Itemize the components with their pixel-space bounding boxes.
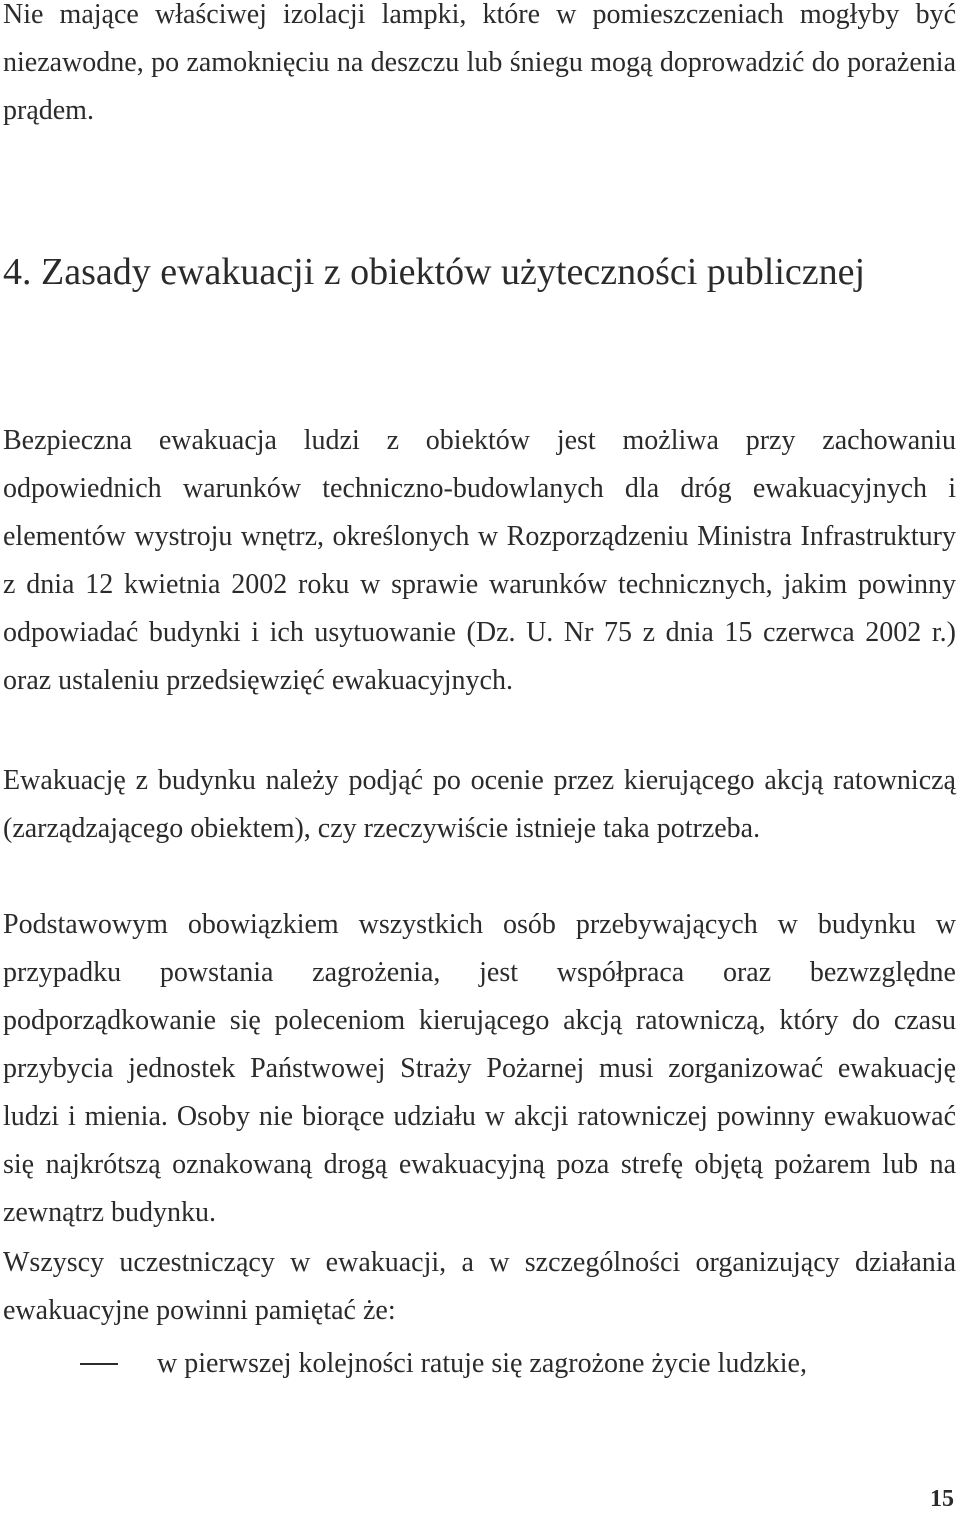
list-item-text: w pierwszej kolejności ratuje się zagrożone życie ludzkie, (157, 1348, 807, 1379)
body-paragraph: Bezpieczna ewakuacja ludzi z obiektów jest możliwa przy zachowaniu odpowiednich warunków techniczno-budowlanych dla dróg ewakuacyjnych i elementów wystroju wnętrz, określonych w Rozporządzeniu Ministra Infrastruktury z dnia 12 kwietnia 2002 roku w sprawie warunków technicznych, jakim powinny odpowiadać budynki i ich usytuowanie (Dz. U. Nr 75 z dnia 15 czerwca 2002 r.) oraz ustaleniu przedsięwzięć ewakuacyjnych. (3, 425, 956, 696)
dash-bullet-icon (80, 1363, 118, 1365)
list-item (0, 1340, 960, 1388)
page-number: 15 (930, 1486, 954, 1512)
body-paragraph: Wszyscy uczestniczący w ewakuacji, a w szczególności organizujący działania ewakuacyjne powinni pamiętać że: (3, 1247, 956, 1326)
body-paragraph: Ewakuację z budynku należy podjąć po ocenie przez kierującego akcją ratowniczą (zarządzającego obiektem), czy rzeczywiście istnieje taka potrzeba. (3, 765, 956, 844)
intro-paragraph: Nie mające właściwej izolacji lampki, które w pomieszczeniach mogłyby być niezawodne, po zamoknięciu na deszczu lub śniegu mogą doprowadzić do porażenia prądem. (3, 0, 956, 126)
section-heading: 4. Zasady ewakuacji z obiektów użyteczności publicznej (3, 251, 866, 293)
body-paragraph: Podstawowym obowiązkiem wszystkich osób przebywających w budynku w przypadku powstania zagrożenia, jest współpraca oraz bezwzględne podporządkowanie się poleceniom kierującego akcją ratowniczą, który do czasu przybycia jednostek Państwowej Straży Pożarnej musi zorganizować ewakuację ludzi i mienia. Osoby nie biorące udziału w akcji ratowniczej powinny ewakuować się najkrótszą oznakowaną drogą ewakuacyjną poza strefę objętą pożarem lub na zewnątrz budynku. (3, 909, 956, 1228)
